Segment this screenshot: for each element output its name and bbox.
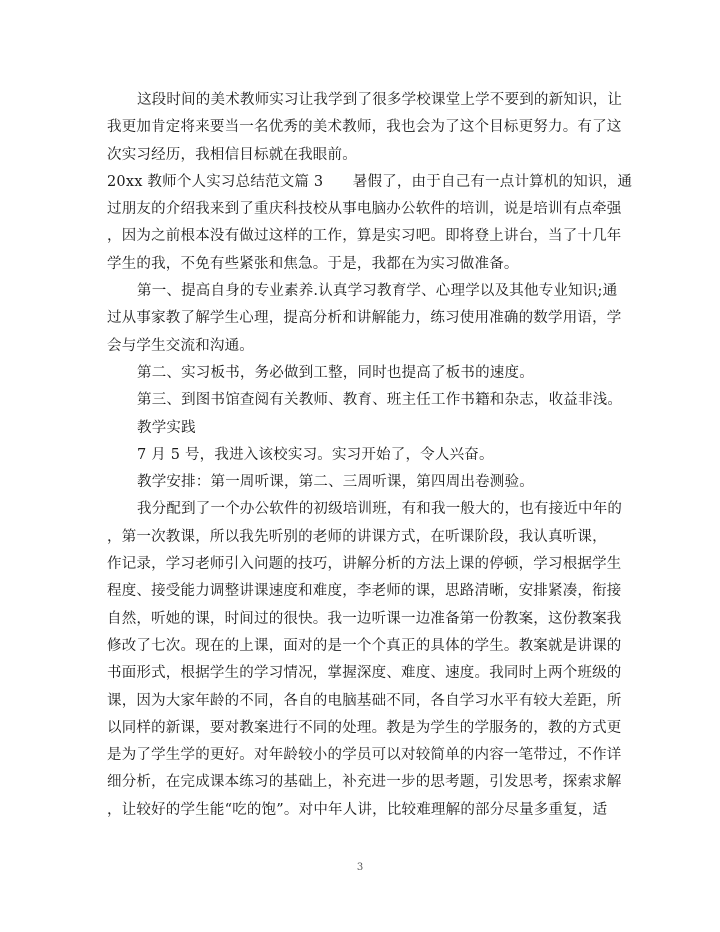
paragraph-line: 程度、接受能力调整讲课速度和难度，李老师的课，思路清晰，安排紧凑，衔接	[107, 583, 622, 600]
paragraph-line: 书面形式，根据学生的学习情况，掌握深度、难度、速度。我同时上两个班级的	[107, 665, 622, 682]
section-heading: 教学实践	[137, 419, 196, 436]
paragraph-line: ，因为之前根本没有做过这样的工作，算是实习吧。即将登上讲台，当了十几年	[107, 228, 622, 245]
paragraph-line: 7 月 5 号，我进入该校实习。实习开始了，令人兴奋。	[137, 446, 494, 463]
paragraph-line: 我更加肯定将来要当一名优秀的美术教师，我也会为了这个目标更努力。有了这	[107, 119, 622, 136]
paragraph-line: 修改了七次。现在的上课，面对的是一个个真正的具体的学生。教案就是讲课的	[107, 637, 622, 654]
paragraph-line: 第三、到图书馆查阅有关教师、教育、班主任工作书籍和杂志，收益非浅。	[137, 392, 623, 409]
paragraph-line: 自然，听她的课，时间过的很快。我一边听课一边准备第一份教案，这份教案我	[107, 610, 622, 627]
paragraph-line: 20xx 教师个人实习总结范文篇 3 暑假了，由于自己有一点计算机的知识，通	[107, 173, 633, 190]
paragraph-line: 课，因为大家年龄的不同，各自的电脑基础不同，各自学习水平有较大差距，所	[107, 692, 622, 709]
paragraph-line: 过从事家教了解学生心理，提高分析和讲解能力，练习使用准确的数学用语，学	[107, 310, 622, 327]
paragraph-line: 第二、实习板书，务必做到工整，同时也提高了板书的速度。	[137, 364, 534, 381]
paragraph-line: 我分配到了一个办公软件的初级培训班，有和我一般大的，也有接近中年的	[137, 501, 623, 518]
paragraph-line: 教学安排：第一周听课，第二、三周听课，第四周出卷测验。	[137, 474, 534, 491]
page-number: 3	[356, 862, 364, 873]
paragraph-line: ，第一次教课，所以我先听别的老师的讲课方式，在听课阶段，我认真听课，	[107, 528, 607, 545]
paragraph-line: 作记录，学习老师引入问题的技巧，讲解分析的方法上课的停顿，学习根据学生	[107, 556, 622, 573]
paragraph-line: 细分析，在完成课本练习的基础上，补充进一步的思考题，引发思考，探索求解	[107, 774, 622, 791]
paragraph-line: 次实习经历，我相信目标就在我眼前。	[107, 146, 357, 163]
paragraph-line: 这段时间的美术教师实习让我学到了很多学校课堂上学不要到的新知识，让	[137, 92, 623, 108]
paragraph-line: 第一、提高自身的专业素养.认真学习教育学、心理学以及其他专业知识;通	[137, 283, 618, 300]
paragraph-line: 以同样的新课，要对教案进行不同的处理。教是为学生的学服务的，教的方式更	[107, 719, 622, 736]
body-text	[107, 87, 633, 824]
paragraph-line: ，让较好的学生能“吃的饱”。对中年人讲，比较难理解的部分尽量多重复，适	[107, 801, 608, 818]
paragraph-line: 过朋友的介绍我来到了重庆科技校从事电脑办公软件的培训，说是培训有点牵强	[107, 201, 622, 218]
paragraph-line: 是为了学生学的更好。对年龄较小的学员可以对较简单的内容一笔带过，不作详	[107, 747, 622, 764]
paragraph-line: 会与学生交流和沟通。	[107, 337, 254, 354]
paragraph-line: 学生的我，不免有些紧张和焦急。于是，我都在为实习做准备。	[107, 255, 519, 272]
